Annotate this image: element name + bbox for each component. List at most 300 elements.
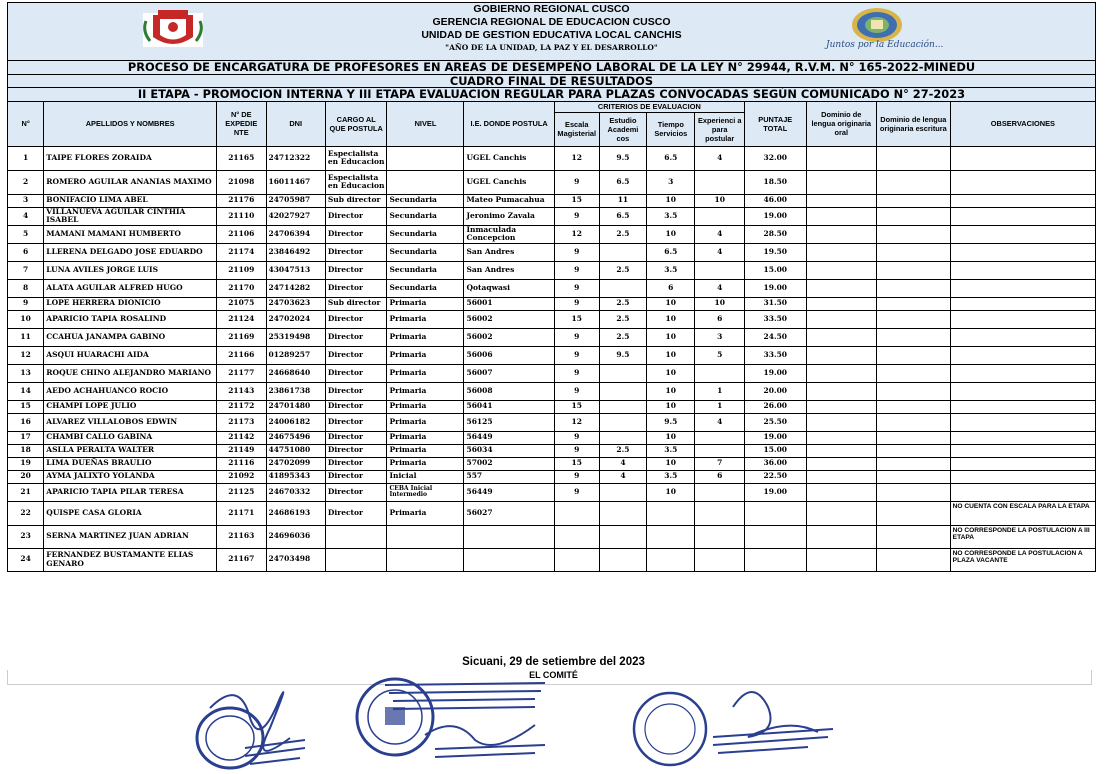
col-header-estudio: Estudio Academi cos [599,112,646,146]
cell-escala: 12 [554,146,599,170]
cell-estudio [599,243,646,261]
cell-lengua-escritura [876,483,950,501]
col-header-lengua-escritura: Dominio de lengua originaria escritura [876,101,950,146]
cell-name: FERNANDEZ BUSTAMANTE ELIAS GENARO [44,548,217,571]
cell-name: SERNA MARTINEZ JUAN ADRIAN [44,525,217,548]
cell-experiencia [695,444,745,457]
table-row [8,170,1096,194]
cell-tiempo [647,501,695,525]
cell-dni: 24702099 [266,457,325,470]
process-title: PROCESO DE ENCARGATURA DE PROFESORES EN AREAS DE DESEMPEÑO LABORAL DE LA LEY N° 29944, R.V.M. N° 165-2022-MINEDU [7,60,1096,74]
cell-number: 3 [8,194,44,207]
cell-name: ALVAREZ VILLALOBOS EDWIN [44,413,217,431]
cell-tiempo: 6.5 [647,243,695,261]
cell-nivel: Primaria [387,346,464,364]
cell-dni: 24696036 [266,525,325,548]
cell-puntaje: 19.00 [744,279,806,297]
cell-estudio [599,501,646,525]
cell-ie: 56002 [464,328,554,346]
cell-name: AYMA JALIXTO YOLANDA [44,470,217,483]
cell-ie: 56001 [464,297,554,310]
cell-dni: 24703623 [266,297,325,310]
table-row [8,483,1096,501]
table-row [8,413,1096,431]
cell-expediente: 21110 [217,207,267,225]
cell-cargo: Director [325,279,387,297]
cell-number: 2 [8,170,44,194]
cell-lengua-oral [806,346,876,364]
cell-experiencia: 3 [695,328,745,346]
cell-experiencia [695,548,745,571]
cell-escala: 15 [554,310,599,328]
cell-escala: 9 [554,382,599,400]
cell-number: 14 [8,382,44,400]
cell-tiempo: 10 [647,457,695,470]
cell-experiencia: 1 [695,382,745,400]
cell-puntaje [744,501,806,525]
cell-expediente: 21075 [217,297,267,310]
cell-expediente: 21167 [217,548,267,571]
cell-ie: Inmaculada Concepcion [464,225,554,243]
cell-expediente: 21171 [217,501,267,525]
cell-cargo: Director [325,261,387,279]
cell-cargo: Director [325,382,387,400]
cell-dni: 44751080 [266,444,325,457]
cell-escala: 9 [554,297,599,310]
cell-tiempo: 10 [647,483,695,501]
cell-cargo: Director [325,457,387,470]
cell-number: 5 [8,225,44,243]
cell-puntaje: 19.00 [744,207,806,225]
cell-lengua-oral [806,382,876,400]
cell-estudio [599,382,646,400]
table-row [8,364,1096,382]
cell-lengua-escritura [876,346,950,364]
cell-lengua-oral [806,457,876,470]
cell-expediente: 21170 [217,279,267,297]
cell-cargo: Especialista en Educacion [325,170,387,194]
cell-puntaje: 32.00 [744,146,806,170]
cell-ie: UGEL Canchis [464,170,554,194]
cell-nivel: Primaria [387,382,464,400]
cell-experiencia [695,170,745,194]
cell-puntaje: 18.50 [744,170,806,194]
col-header-escala: Escala Magisterial [554,112,599,146]
cell-lengua-oral [806,207,876,225]
cell-nivel [387,525,464,548]
cell-lengua-escritura [876,457,950,470]
cell-cargo [325,548,387,571]
cell-estudio: 2.5 [599,310,646,328]
cell-lengua-oral [806,400,876,413]
cell-nivel: Primaria [387,457,464,470]
col-header-nivel: NIVEL [387,101,464,146]
cell-estudio: 4 [599,457,646,470]
cell-ie: 57002 [464,457,554,470]
cell-ie: UGEL Canchis [464,146,554,170]
col-header-number: N° [8,101,44,146]
cell-cargo: Director [325,243,387,261]
cell-expediente: 21149 [217,444,267,457]
cell-lengua-oral [806,501,876,525]
cell-puntaje: 19.00 [744,364,806,382]
cell-observaciones [950,243,1095,261]
cell-dni: 24670332 [266,483,325,501]
cell-lengua-escritura [876,225,950,243]
cell-estudio [599,483,646,501]
cell-name: AEDO ACHAHUANCO ROCIO [44,382,217,400]
cell-experiencia [695,364,745,382]
table-row [8,548,1096,571]
cell-escala: 9 [554,207,599,225]
cell-cargo: Director [325,413,387,431]
cell-cargo: Director [325,470,387,483]
results-table [7,101,1096,572]
cell-puntaje: 15.00 [744,444,806,457]
cell-dni: 24701480 [266,400,325,413]
cell-estudio: 9.5 [599,346,646,364]
cell-lengua-escritura [876,400,950,413]
cell-estudio: 11 [599,194,646,207]
cell-lengua-oral [806,310,876,328]
cell-lengua-escritura [876,207,950,225]
results-sheet [7,2,1096,572]
table-row [8,444,1096,457]
cell-number: 20 [8,470,44,483]
cell-expediente: 21124 [217,310,267,328]
cell-name: APARICIO TAPIA ROSALIND [44,310,217,328]
cell-observaciones [950,225,1095,243]
cell-puntaje: 22.50 [744,470,806,483]
cell-number: 7 [8,261,44,279]
cell-escala: 9 [554,470,599,483]
cell-lengua-escritura [876,194,950,207]
cell-estudio [599,431,646,444]
cell-expediente: 21176 [217,194,267,207]
cell-nivel: Secundaria [387,261,464,279]
cell-nivel: Inicial [387,470,464,483]
cell-name: BONIFACIO LIMA ABEL [44,194,217,207]
regional-coat-of-arms-logo [138,7,208,53]
cell-name: APARICIO TAPIA PILAR TERESA [44,483,217,501]
cell-escala: 9 [554,261,599,279]
cell-number: 4 [8,207,44,225]
cell-tiempo: 10 [647,364,695,382]
cell-experiencia: 4 [695,413,745,431]
cell-nivel: CEBA Inicial Intermedio [387,483,464,501]
cell-observaciones [950,400,1095,413]
cell-observaciones [950,146,1095,170]
cell-experiencia [695,501,745,525]
table-row [8,501,1096,525]
cell-observaciones [950,483,1095,501]
cell-observaciones: NO CORRESPONDE LA POSTULACION A III ETAPA [950,525,1095,548]
cell-estudio: 2.5 [599,328,646,346]
cell-tiempo: 10 [647,310,695,328]
col-header-experiencia: Experienci a para postular [695,112,745,146]
stage-title: II ETAPA - PROMOCION INTERNA Y III ETAPA EVALUACION REGULAR PARA PLAZAS CONVOCADAS SEGÚN COMUNICADO N° 27-2023 [7,87,1096,101]
cell-expediente: 21163 [217,525,267,548]
cell-experiencia [695,261,745,279]
cell-tiempo [647,525,695,548]
cell-lengua-escritura [876,279,950,297]
cell-lengua-escritura [876,297,950,310]
col-header-lengua-oral: Dominio de lengua originaria oral [806,101,876,146]
cell-escala: 9 [554,279,599,297]
cell-cargo: Director [325,346,387,364]
table-row [8,470,1096,483]
cell-dni: 43047513 [266,261,325,279]
cell-number: 12 [8,346,44,364]
cell-number: 15 [8,400,44,413]
cell-lengua-oral [806,243,876,261]
cell-expediente: 21177 [217,364,267,382]
col-header-tiempo: Tiempo Servicios [647,112,695,146]
cell-cargo [325,525,387,548]
cell-observaciones [950,364,1095,382]
cell-puntaje: 36.00 [744,457,806,470]
cell-observaciones [950,382,1095,400]
cell-lengua-escritura [876,261,950,279]
table-row [8,457,1096,470]
cell-cargo: Director [325,444,387,457]
cell-escala: 9 [554,444,599,457]
cell-ie: 56125 [464,413,554,431]
cell-puntaje [744,525,806,548]
results-rows [8,146,1096,571]
cell-lengua-oral [806,170,876,194]
table-row [8,243,1096,261]
cell-name: QUISPE CASA GLORIA [44,501,217,525]
cell-lengua-oral [806,328,876,346]
cell-name: VILLANUEVA AGUILAR CINTHIA ISABEL [44,207,217,225]
cell-estudio [599,413,646,431]
cell-lengua-escritura [876,413,950,431]
cell-tiempo: 6 [647,279,695,297]
table-row [8,207,1096,225]
cell-nivel: Primaria [387,413,464,431]
cell-ie: 56449 [464,483,554,501]
cell-expediente: 21143 [217,382,267,400]
cell-estudio [599,364,646,382]
table-row [8,146,1096,170]
cell-tiempo: 3.5 [647,470,695,483]
document-header [7,2,1096,60]
cell-ie: San Andres [464,261,554,279]
cell-expediente: 21165 [217,146,267,170]
cell-tiempo: 6.5 [647,146,695,170]
cell-nivel: Secundaria [387,279,464,297]
cell-estudio: 2.5 [599,261,646,279]
cell-nivel: Primaria [387,444,464,457]
cell-expediente: 21092 [217,470,267,483]
cell-lengua-escritura [876,501,950,525]
table-row [8,225,1096,243]
cell-cargo: Especialista en Educacion [325,146,387,170]
cell-tiempo: 3.5 [647,207,695,225]
cell-experiencia: 10 [695,297,745,310]
cell-cargo: Director [325,400,387,413]
col-header-dni: DNI [266,101,325,146]
cell-number: 10 [8,310,44,328]
cell-escala [554,501,599,525]
cell-puntaje: 24.50 [744,328,806,346]
cell-dni: 24686193 [266,501,325,525]
cell-observaciones [950,170,1095,194]
cell-puntaje: 28.50 [744,225,806,243]
cell-number: 1 [8,146,44,170]
cell-ie [464,525,554,548]
cell-dni: 23846492 [266,243,325,261]
cell-nivel: Secundaria [387,194,464,207]
cell-cargo: Director [325,431,387,444]
cell-puntaje: 19.00 [744,483,806,501]
cell-tiempo: 9.5 [647,413,695,431]
table-row [8,261,1096,279]
cell-lengua-escritura [876,328,950,346]
cell-expediente: 21098 [217,170,267,194]
table-row [8,310,1096,328]
cell-puntaje: 33.50 [744,346,806,364]
cell-observaciones [950,431,1095,444]
cell-dni: 16011467 [266,170,325,194]
cell-nivel: Primaria [387,400,464,413]
cell-ie: Qotaqwasi [464,279,554,297]
cell-tiempo: 10 [647,297,695,310]
signature-stamp-2 [345,665,565,773]
cell-name: CHAMBI CALLO GABINA [44,431,217,444]
cell-lengua-oral [806,413,876,431]
cell-name: ASQUI HUARACHI AIDA [44,346,217,364]
cell-expediente: 21142 [217,431,267,444]
cell-experiencia: 4 [695,279,745,297]
cell-puntaje [744,548,806,571]
cell-name: TAIPE FLORES ZORAIDA [44,146,217,170]
col-header-cargo: CARGO AL QUE POSTULA [325,101,387,146]
header-line-4: "AÑO DE LA UNIDAD, LA PAZ Y EL DESARROLLO" [445,43,658,52]
cell-lengua-oral [806,431,876,444]
cell-puntaje: 19.50 [744,243,806,261]
cell-lengua-escritura [876,444,950,457]
cell-lengua-escritura [876,525,950,548]
cell-number: 13 [8,364,44,382]
cell-lengua-oral [806,279,876,297]
cell-lengua-escritura [876,364,950,382]
cell-experiencia [695,525,745,548]
cell-lengua-oral [806,146,876,170]
cell-observaciones [950,470,1095,483]
cell-cargo: Director [325,310,387,328]
cell-observaciones [950,194,1095,207]
cell-tiempo: 3.5 [647,261,695,279]
cell-cargo: Director [325,207,387,225]
cell-lengua-escritura [876,243,950,261]
cell-dni: 24006182 [266,413,325,431]
cell-nivel: Secundaria [387,207,464,225]
cell-observaciones [950,444,1095,457]
cell-nivel: Primaria [387,310,464,328]
cell-nivel: Primaria [387,431,464,444]
cell-ie: 56034 [464,444,554,457]
cell-tiempo: 3 [647,170,695,194]
cell-escala: 9 [554,483,599,501]
cell-tiempo: 10 [647,194,695,207]
cell-number: 21 [8,483,44,501]
cell-lengua-oral [806,261,876,279]
cell-expediente: 21166 [217,346,267,364]
cell-expediente: 21172 [217,400,267,413]
cell-estudio: 2.5 [599,297,646,310]
signature-stamp-1 [180,668,310,772]
cell-lengua-oral [806,483,876,501]
footer-committee: EL COMITÉ [529,670,578,680]
cell-estudio: 6.5 [599,170,646,194]
col-header-observaciones: OBSERVACIONES [950,101,1095,146]
cell-lengua-escritura [876,170,950,194]
cell-nivel: Primaria [387,364,464,382]
cell-lengua-oral [806,225,876,243]
cell-escala: 9 [554,243,599,261]
cell-number: 18 [8,444,44,457]
cell-puntaje: 15.00 [744,261,806,279]
cell-observaciones: NO CUENTA CON ESCALA PARA LA ETAPA [950,501,1095,525]
cell-observaciones [950,279,1095,297]
cell-lengua-escritura [876,310,950,328]
cell-dni: 24675496 [266,431,325,444]
cell-lengua-oral [806,194,876,207]
cell-nivel [387,146,464,170]
cell-cargo: Director [325,501,387,525]
cell-cargo: Sub director [325,297,387,310]
cell-ie: 557 [464,470,554,483]
cell-escala [554,525,599,548]
cell-experiencia [695,483,745,501]
cell-puntaje: 46.00 [744,194,806,207]
cell-name: LUNA AVILES JORGE LUIS [44,261,217,279]
table-row [8,525,1096,548]
cell-name: LIMA DUEÑAS BRAULIO [44,457,217,470]
col-header-criterios: CRITERIOS DE EVALUACION [554,101,744,112]
cell-estudio [599,400,646,413]
cell-expediente: 21173 [217,413,267,431]
cell-expediente: 21174 [217,243,267,261]
cell-tiempo [647,548,695,571]
cell-lengua-escritura [876,548,950,571]
cell-puntaje: 19.00 [744,431,806,444]
cell-escala: 12 [554,225,599,243]
cell-observaciones [950,310,1095,328]
cell-cargo: Director [325,364,387,382]
cell-puntaje: 31.50 [744,297,806,310]
cell-number: 9 [8,297,44,310]
cell-estudio: 4 [599,470,646,483]
cell-observaciones [950,297,1095,310]
cell-estudio: 6.5 [599,207,646,225]
cell-puntaje: 33.50 [744,310,806,328]
cell-lengua-escritura [876,431,950,444]
cell-escala: 15 [554,194,599,207]
cell-expediente: 21116 [217,457,267,470]
cell-number: 17 [8,431,44,444]
cell-experiencia: 1 [695,400,745,413]
cell-dni: 42027927 [266,207,325,225]
table-row [8,382,1096,400]
cell-dni: 24702024 [266,310,325,328]
cell-ie: Jeronimo Zavala [464,207,554,225]
cell-name: ALATA AGUILAR ALFRED HUGO [44,279,217,297]
cell-tiempo: 10 [647,328,695,346]
cell-number: 23 [8,525,44,548]
